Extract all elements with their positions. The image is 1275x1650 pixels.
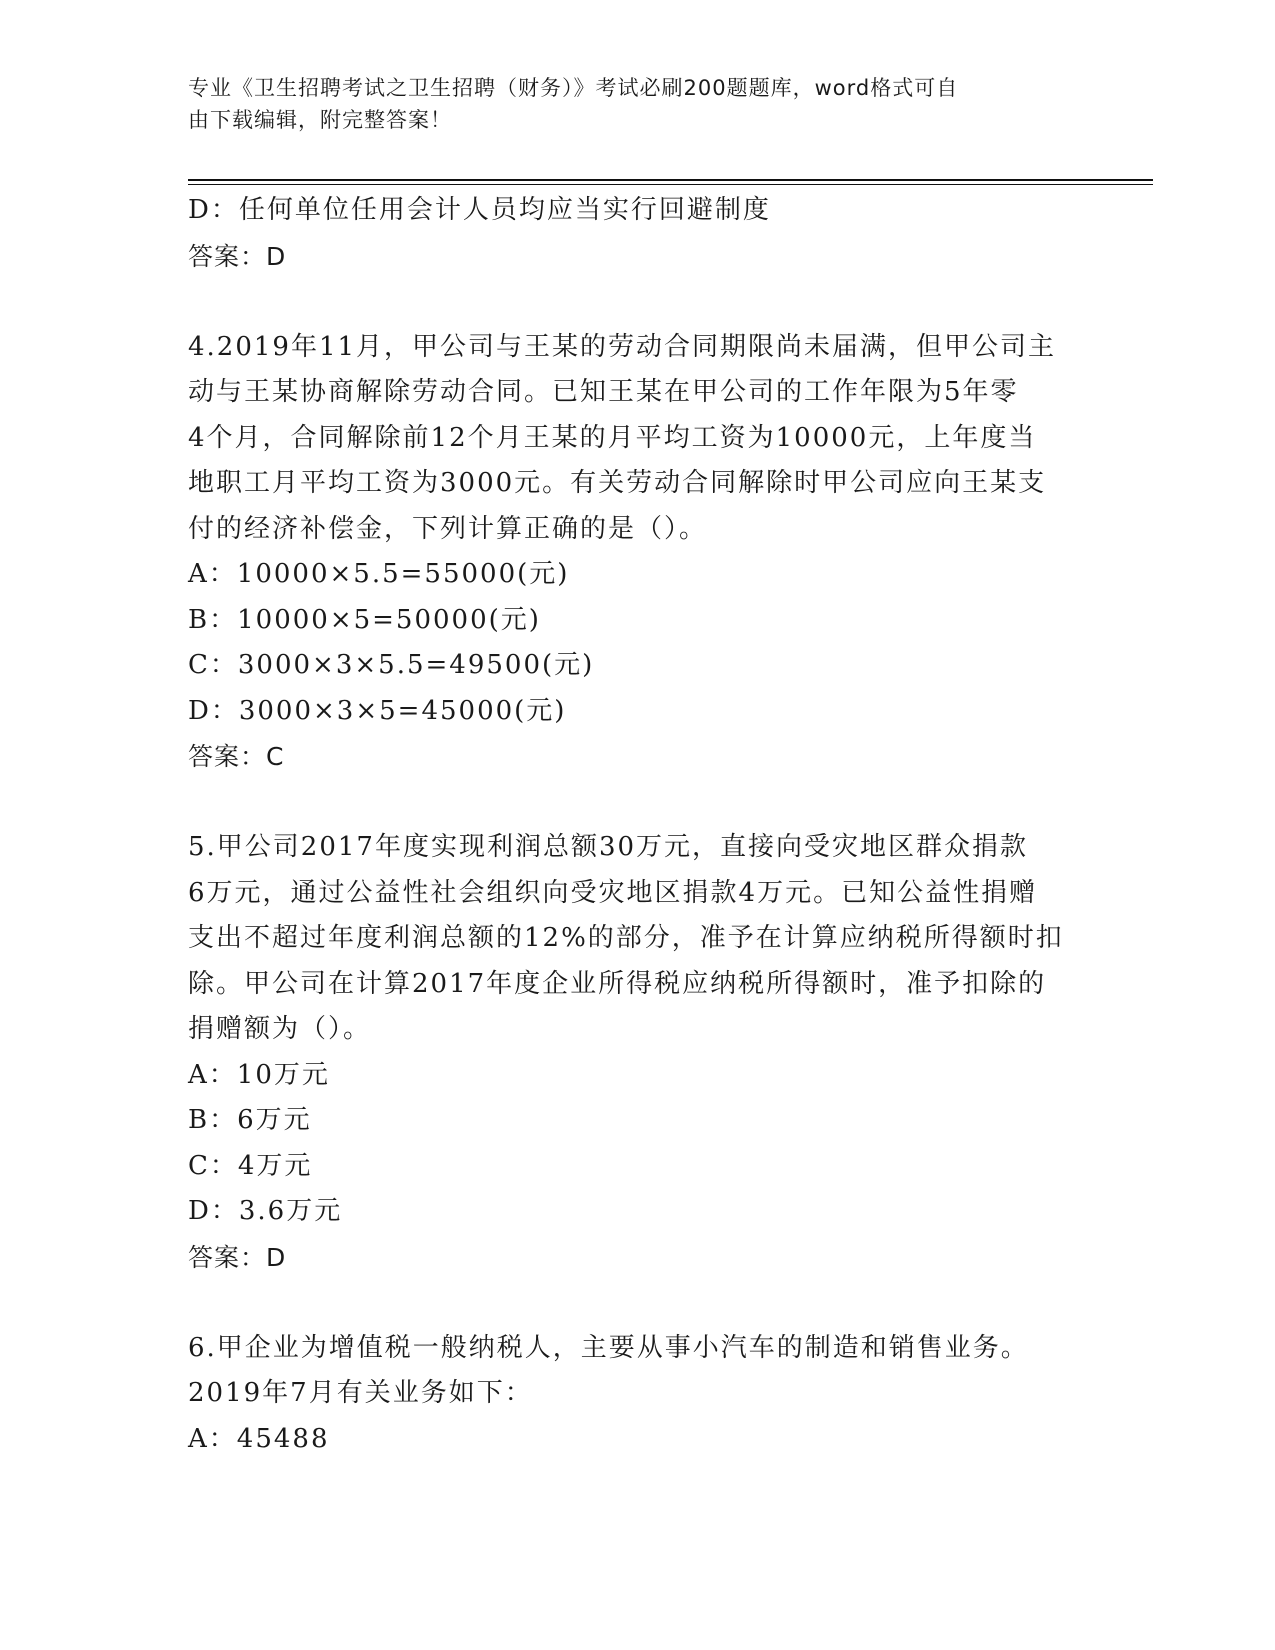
question-stem-line: 4.2019年11月，甲公司与王某的劳动合同期限尚未届满，但甲公司主	[188, 331, 1057, 362]
option-d: D：3.6万元	[188, 1196, 343, 1226]
question-stem-line: 6.甲企业为增值税一般纳税人，主要从事小汽车的制造和销售业务。	[188, 1332, 1029, 1363]
spacer	[188, 1280, 1088, 1326]
option-d: D：任何单位任用会计人员均应当实行回避制度	[188, 195, 771, 225]
question-stem-line: 支出不超过年度利润总额的12%的部分，准予在计算应纳税所得额时扣	[188, 923, 1064, 953]
question-stem-line: 2019年7月有关业务如下：	[188, 1378, 533, 1408]
option-b: B：6万元	[188, 1105, 312, 1135]
question-content	[188, 188, 1088, 1462]
question-stem-line: 付的经济补偿金，下列计算正确的是（）。	[188, 513, 708, 544]
document-header	[188, 72, 1068, 136]
question-3-tail	[188, 188, 1088, 279]
question-6	[188, 1326, 1088, 1463]
header-divider-thin	[188, 184, 1153, 185]
header-line-2: 由下载编辑，附完整答案！	[188, 108, 452, 132]
spacer	[188, 279, 1088, 325]
question-stem-line: 除。甲公司在计算2017年度企业所得税应纳税所得额时，准予扣除的	[188, 968, 1047, 999]
option-b: B：10000×5=50000(元)	[188, 604, 541, 635]
option-c: C：3000×3×5.5=49500(元)	[188, 650, 595, 680]
question-4	[188, 325, 1088, 780]
question-stem-line: 动与王某协商解除劳动合同。已知王某在甲公司的工作年限为5年零	[188, 377, 1019, 407]
question-stem-line: 6万元，通过公益性社会组织向受灾地区捐款4万元。已知公益性捐赠	[188, 877, 1038, 908]
option-a: A：10万元	[188, 1059, 330, 1090]
option-a: A：10000×5.5=55000(元)	[188, 559, 570, 589]
question-stem-line: 地职工月平均工资为3000元。有关劳动合同解除时甲公司应向王某支	[188, 468, 1047, 498]
option-a: A：45488	[188, 1423, 330, 1454]
header-line-1: 专业《卫生招聘考试之卫生招聘（财务）》考试必刷200题题库，word格式可自	[188, 76, 959, 100]
option-d: D：3000×3×5=45000(元)	[188, 695, 567, 726]
answer-line: 答案：D	[188, 1242, 287, 1272]
question-stem-line: 5.甲公司2017年度实现利润总额30万元，直接向受灾地区群众捐款	[188, 832, 1029, 862]
spacer	[188, 780, 1088, 826]
question-5	[188, 825, 1088, 1280]
question-stem-line: 4个月，合同解除前12个月王某的月平均工资为10000元，上年度当	[188, 422, 1037, 453]
header-divider-thick	[188, 179, 1153, 181]
answer-line: 答案：D	[188, 241, 287, 271]
answer-line: 答案：C	[188, 742, 285, 771]
option-c: C：4万元	[188, 1150, 313, 1181]
question-stem-line: 捐赠额为（）。	[188, 1014, 372, 1044]
